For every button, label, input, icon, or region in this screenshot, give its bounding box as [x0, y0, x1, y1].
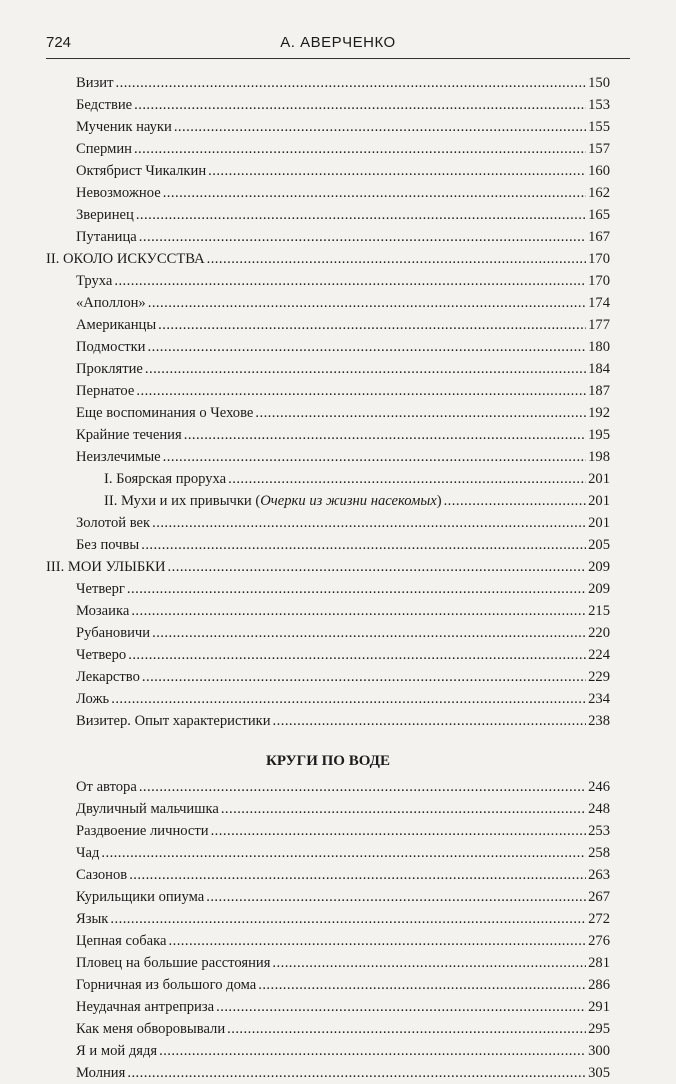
dot-leader: [221, 798, 586, 820]
toc-page-number: 234: [588, 691, 610, 707]
dot-leader: [116, 72, 587, 94]
toc-page-number: 300: [588, 1043, 610, 1059]
toc-page-number: 153: [588, 97, 610, 113]
toc-page-number: 184: [588, 361, 610, 377]
running-header: [46, 34, 630, 56]
toc-part-heading: [46, 556, 610, 578]
toc-entry: [46, 952, 610, 974]
toc-entry: [46, 380, 610, 402]
dot-leader: [139, 776, 586, 798]
toc-entry: [46, 490, 610, 512]
toc-page-number: 187: [588, 383, 610, 399]
toc-entry: [46, 908, 610, 930]
toc-entry-title: Зверинец: [76, 207, 134, 223]
toc-page-number: 198: [588, 449, 610, 465]
toc-entry-title: Неудачная антреприза: [76, 999, 215, 1015]
toc-part-heading: [46, 248, 610, 270]
dot-leader: [127, 578, 586, 600]
toc-entry: [46, 1062, 610, 1084]
toc-entry: [46, 468, 610, 490]
toc-page-number: 253: [588, 823, 610, 839]
dot-leader: [207, 248, 587, 270]
toc-page-number: 150: [588, 75, 610, 91]
toc-entry: [46, 182, 610, 204]
toc-entry-title: Неизлечимые: [76, 449, 161, 465]
toc-page-number: 224: [588, 647, 610, 663]
toc-page-number: 155: [588, 119, 610, 135]
dot-leader: [208, 160, 586, 182]
toc-entry: [46, 402, 610, 424]
dot-leader: [152, 622, 586, 644]
toc-entry: [46, 622, 610, 644]
toc-entry-title: Чад: [76, 845, 100, 861]
toc-entry: [46, 116, 610, 138]
toc-entry-title: Невозможное: [76, 185, 161, 201]
toc-entry: [46, 226, 610, 248]
toc-entry: [46, 94, 610, 116]
dot-leader: [101, 842, 586, 864]
toc-entry: [46, 314, 610, 336]
toc-entry-title: Молния: [76, 1065, 126, 1081]
toc-entry: [46, 842, 610, 864]
toc-page-number: 170: [588, 273, 610, 289]
dot-leader: [111, 688, 586, 710]
toc-page-number: 201: [588, 493, 610, 509]
toc-entry-title: Труха: [76, 273, 113, 289]
toc-entry: [46, 160, 610, 182]
toc-entry: [46, 270, 610, 292]
dot-leader: [114, 270, 586, 292]
toc-entry-title: Бедствие: [76, 97, 133, 113]
toc-page-number: 238: [588, 713, 610, 729]
toc-entry: [46, 336, 610, 358]
toc-page-number: 286: [588, 977, 610, 993]
dot-leader: [136, 380, 586, 402]
dot-leader: [129, 864, 586, 886]
dot-leader: [159, 1040, 586, 1062]
dot-leader: [228, 468, 586, 490]
toc-page-number: 281: [588, 955, 610, 971]
toc-entry: [46, 512, 610, 534]
toc-entry-title: II. Мухи и их привычки (Очерки из жизни насекомых): [104, 493, 442, 509]
dot-leader: [169, 930, 587, 952]
toc-entry-title: Язык: [76, 911, 109, 927]
table-of-contents: [46, 72, 610, 1084]
running-head-author: А. АВЕРЧЕНКО: [280, 34, 396, 51]
dot-leader: [211, 820, 587, 842]
toc-section-2: [46, 776, 610, 1084]
toc-entry-title: Раздвоение личности: [76, 823, 209, 839]
toc-entry-title: Цепная собака: [76, 933, 167, 949]
toc-entry-title: Пловец на большие расстояния: [76, 955, 271, 971]
toc-page-number: 272: [588, 911, 610, 927]
toc-entry-title: Визитер. Опыт характеристики: [76, 713, 271, 729]
toc-entry: [46, 292, 610, 314]
dot-leader: [110, 908, 586, 930]
toc-entry: [46, 138, 610, 160]
toc-entry: [46, 424, 610, 446]
toc-entry-title: Курильщики опиума: [76, 889, 205, 905]
toc-page-number: 246: [588, 779, 610, 795]
toc-entry: [46, 534, 610, 556]
toc-page-number: 258: [588, 845, 610, 861]
dot-leader: [184, 424, 586, 446]
page-number: 724: [46, 34, 72, 51]
toc-page-number: 248: [588, 801, 610, 817]
toc-page-number: 174: [588, 295, 610, 311]
toc-page-number: 209: [588, 559, 610, 575]
dot-leader: [128, 644, 586, 666]
toc-page-number: 201: [588, 471, 610, 487]
toc-entry: [46, 798, 610, 820]
dot-leader: [145, 358, 586, 380]
toc-entry-title: Сазонов: [76, 867, 128, 883]
dot-leader: [163, 446, 586, 468]
dot-leader: [142, 666, 586, 688]
dot-leader: [134, 94, 586, 116]
toc-page-number: 192: [588, 405, 610, 421]
toc-entry: [46, 820, 610, 842]
dot-leader: [206, 886, 586, 908]
dot-leader: [227, 1018, 586, 1040]
dot-leader: [152, 512, 586, 534]
dot-leader: [158, 314, 586, 336]
toc-page-number: 305: [588, 1065, 610, 1081]
toc-page-number: 165: [588, 207, 610, 223]
toc-page-number: 167: [588, 229, 610, 245]
dot-leader: [258, 974, 586, 996]
toc-page-number: 295: [588, 1021, 610, 1037]
toc-entry: [46, 358, 610, 380]
dot-leader: [148, 292, 586, 314]
toc-entry-title: Проклятие: [76, 361, 143, 377]
toc-entry-title: Путаница: [76, 229, 137, 245]
toc-entry: [46, 710, 610, 732]
toc-entry-title: Еще воспоминания о Чехове: [76, 405, 254, 421]
toc-entry: [46, 688, 610, 710]
toc-entry-title: II. ОКОЛО ИСКУССТВА: [46, 251, 205, 267]
dot-leader: [141, 534, 586, 556]
toc-entry: [46, 666, 610, 688]
toc-entry: [46, 446, 610, 468]
toc-entry-title: Спермин: [76, 141, 132, 157]
toc-entry-title: Мозаика: [76, 603, 130, 619]
toc-entry-title: Американцы: [76, 317, 157, 333]
dot-leader: [127, 1062, 586, 1084]
toc-entry-title: I. Боярская проруха: [104, 471, 227, 487]
section-title: КРУГИ ПО ВОДЕ: [266, 753, 390, 769]
toc-entry: [46, 864, 610, 886]
toc-entry: [46, 72, 610, 94]
toc-page-number: 170: [588, 251, 610, 267]
dot-leader: [131, 600, 586, 622]
toc-entry-title: От автора: [76, 779, 137, 795]
toc-page-number: 220: [588, 625, 610, 641]
toc-entry-title: Мученик науки: [76, 119, 172, 135]
toc-entry-title: Двуличный мальчишка: [76, 801, 219, 817]
header-rule: [46, 58, 630, 59]
toc-page-number: 157: [588, 141, 610, 157]
toc-entry-title: Визит: [76, 75, 114, 91]
toc-entry: [46, 1040, 610, 1062]
toc-entry: [46, 644, 610, 666]
toc-page-number: 195: [588, 427, 610, 443]
toc-page-number: 276: [588, 933, 610, 949]
toc-entry-title: III. МОИ УЛЫБКИ: [46, 559, 166, 575]
toc-entry-title: Ложь: [76, 691, 110, 707]
toc-entry-title: Лекарство: [76, 669, 140, 685]
toc-page-number: 201: [588, 515, 610, 531]
dot-leader: [273, 710, 587, 732]
toc-entry-title: Четверг: [76, 581, 125, 597]
toc-page-number: 160: [588, 163, 610, 179]
toc-entry: [46, 578, 610, 600]
toc-page-number: 180: [588, 339, 610, 355]
toc-entry: [46, 776, 610, 798]
dot-leader: [272, 952, 586, 974]
toc-page-number: 177: [588, 317, 610, 333]
toc-entry: [46, 204, 610, 226]
toc-page-number: 215: [588, 603, 610, 619]
toc-entry: [46, 996, 610, 1018]
toc-page-number: 229: [588, 669, 610, 685]
toc-page-number: 209: [588, 581, 610, 597]
dot-leader: [163, 182, 586, 204]
toc-entry-title: Без почвы: [76, 537, 140, 553]
dot-leader: [255, 402, 586, 424]
dot-leader: [444, 490, 587, 512]
toc-entry-title: Крайние течения: [76, 427, 182, 443]
toc-page-number: 263: [588, 867, 610, 883]
toc-entry: [46, 1018, 610, 1040]
dot-leader: [148, 336, 587, 358]
toc-entry-title: Я и мой дядя: [76, 1043, 158, 1059]
toc-entry-title: Подмостки: [76, 339, 146, 355]
toc-entry-title: Золотой век: [76, 515, 151, 531]
toc-page-number: 267: [588, 889, 610, 905]
toc-entry-title: «Аполлон»: [76, 295, 146, 311]
toc-entry-title: Четверо: [76, 647, 127, 663]
dot-leader: [139, 226, 586, 248]
toc-page-number: 162: [588, 185, 610, 201]
dot-leader: [168, 556, 587, 578]
dot-leader: [134, 138, 586, 160]
toc-entry-title: Как меня обворовывали: [76, 1021, 226, 1037]
toc-entry: [46, 600, 610, 622]
dot-leader: [216, 996, 586, 1018]
toc-entry-title: Октябрист Чикалкин: [76, 163, 207, 179]
dot-leader: [174, 116, 586, 138]
toc-entry-title: Горничная из большого дома: [76, 977, 257, 993]
toc-entry-title: Пернатое: [76, 383, 135, 399]
toc-section-1: [46, 72, 610, 732]
toc-entry: [46, 886, 610, 908]
toc-entry: [46, 974, 610, 996]
toc-entry: [46, 930, 610, 952]
toc-entry-title: Рубановичи: [76, 625, 151, 641]
toc-page-number: 291: [588, 999, 610, 1015]
toc-page-number: 205: [588, 537, 610, 553]
dot-leader: [136, 204, 586, 226]
